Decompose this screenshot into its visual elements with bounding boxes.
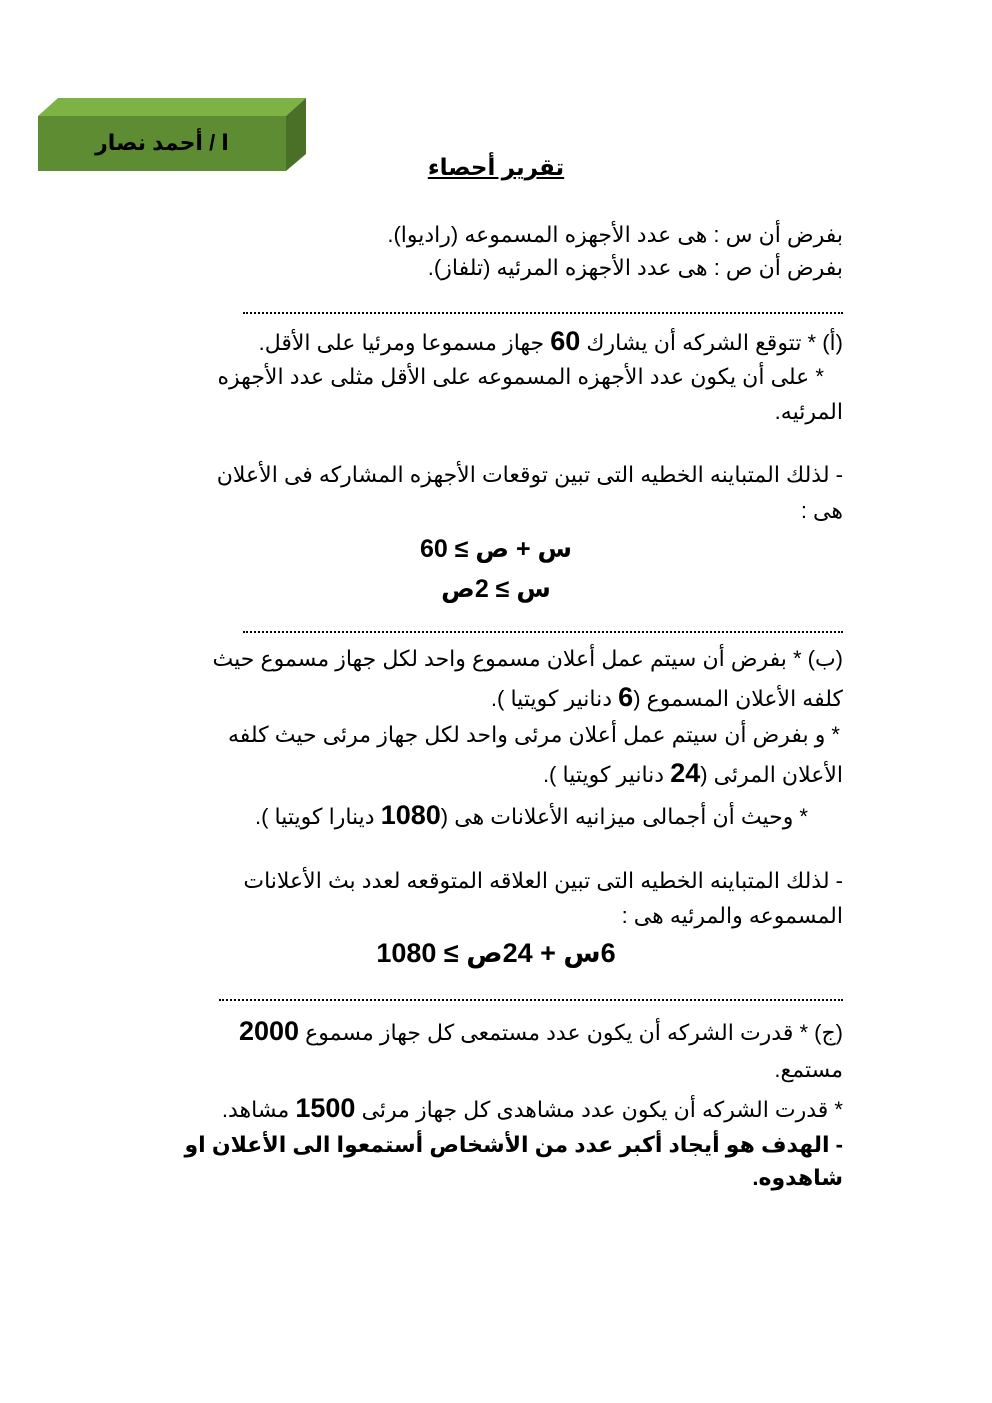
section-b-line2: كلفه الأعلان المسموع (6 دنانير كويتيا ).: [490, 682, 843, 712]
section-c-line2: مستمع.: [774, 1057, 843, 1082]
author-name: ا / أحمد نصار: [95, 130, 229, 155]
inequality-1: س + ص ≥ 60: [419, 535, 573, 563]
inequality-2: س ≥ 2ص: [441, 575, 551, 603]
section-b-line5: * وحيث أن أجمالى ميزانيه الأعلانات هى (1080 دينارا كويتيا ).: [255, 800, 808, 830]
section-b-line4: الأعلان المرئى (24 دنانير كويتيا ).: [542, 758, 843, 788]
section-c-line1: (ج) * قدرت الشركه أن يكون عدد مستمعى كل جهاز مسموع 2000: [238, 1016, 843, 1046]
section-a-conclusion1: - لذلك المتباينه الخطيه التى تبين توقعات الأجهزه المشاركه فى الأعلان: [216, 462, 843, 487]
section-a-line2: * على أن يكون عدد الأجهزه المسموعه على الأقل مثلى عدد الأجهزه: [217, 364, 824, 389]
section-a-conclusion2: هى :: [800, 498, 843, 523]
author-box-top: [38, 98, 306, 116]
divider: [219, 999, 843, 1001]
section-a-line3: المرئيه.: [774, 399, 843, 424]
definition-y: بفرض أن ص : هى عدد الأجهزه المرئيه (تلفاز).: [427, 255, 843, 280]
divider: [243, 312, 843, 314]
goal-line1: - الهدف هو أيجاد أكبر عدد من الأشخاص أستمعوا الى الأعلان او: [184, 1132, 843, 1157]
section-b-line3: * و بفرض أن سيتم عمل أعلان مرئى واحد لكل جهاز مرئى حيث كلفه: [227, 722, 840, 747]
definition-x: بفرض أن س : هى عدد الأجهزه المسموعه (راديوا).: [387, 222, 843, 247]
divider: [243, 631, 843, 633]
section-b-conclusion1: - لذلك المتباينه الخطيه التى تبين العلاقه المتوقعه لعدد بث الأعلانات: [243, 868, 843, 893]
section-b-line1: (ب) * بفرض أن سيتم عمل أعلان مسموع واحد لكل جهاز مسموع حيث: [212, 646, 843, 671]
report-title: تقرير أحصاء: [427, 154, 565, 180]
section-a-line1: (أ) * تتوقع الشركه أن يشارك 60 جهاز مسموعا ومرئيا على الأقل.: [258, 326, 843, 356]
section-b-conclusion2: المسموعه والمرئيه هى :: [621, 903, 843, 928]
inequality-3: 6س + 24ص ≥ 1080: [376, 938, 616, 968]
goal-line2: شاهدوه.: [752, 1165, 843, 1190]
section-c-line3: * قدرت الشركه أن يكون عدد مشاهدى كل جهاز مرئى 1500 مشاهد.: [221, 1093, 843, 1123]
